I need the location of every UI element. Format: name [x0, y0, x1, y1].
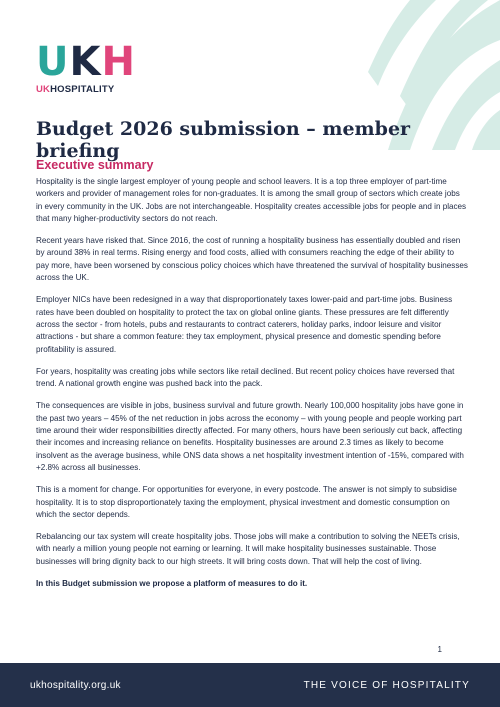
paragraph: This is a moment for change. For opportunities for everyone, in every postcode. The answer is not simply to subsidise hospitality. It is to stop disproportionately taxing the employment, physical investment and domestic consumption on which the sector depends.: [36, 485, 457, 519]
footer-website-link[interactable]: ukhospitality.org.uk: [30, 679, 121, 691]
logo-letter-u: U: [36, 39, 70, 85]
footer-tagline: THE VOICE OF HOSPITALITY: [303, 679, 470, 691]
logo-word-uk: UK: [36, 84, 51, 95]
paragraph: The consequences are visible in jobs, business survival and future growth. Nearly 100,000 hospitality jobs have gone in the past two years – 45% of the net reduction in jobs across the economy – with young people and people working part time around their wider responsibilities directly affected. For many others, hours have been seriously cut back, affecting their incomes and increasing reliance on benefits. Hospitality businesses are around 2.3 times as likely to become insolvent as the average business, while ONS data shows a net hospitality investment intention of -15%, compared with +2.8% across all businesses.: [36, 401, 464, 472]
paragraph: Recent years have risked that. Since 2016, the cost of running a hospitality business has essentially doubled and risen by around 38% in real terms. Rising energy and food costs, allied with consumers reaching the edge of their ability to pay more, have been worsened by conscious policy choices which have threatened the survival of hospitality businesses across the UK.: [36, 236, 468, 283]
logo-letter-k: K: [69, 39, 102, 85]
ukhospitality-logo: [36, 39, 136, 95]
paragraph: Rebalancing our tax system will create hospitality jobs. Those jobs will make a contribution to solving the NEETs crisis, with nearly a million young people not earning or learning. It will make hospitality businesses sustainable. Those businesses will bring dignity back to our high streets. It will bring costs down. That will help the cost of living.: [36, 532, 460, 566]
logo-mark: [36, 39, 136, 85]
paragraph: Employer NICs have been redesigned in a way that disproportionately taxes lower-paid and part-time jobs. Business rates have been doubled on hospitality to protect the tax on global online giants. These pressures are felt differently across the sector - from hotels, pubs and restaurants to contract caterers, holiday parks, indoor leisure and visitor attractions - but share a common feature: they tax employment, physical presence and domestic spending before profitability is assured.: [36, 295, 453, 354]
logo-word-hospitality: HOSPITALITY: [50, 84, 115, 95]
section-heading: Executive summary: [36, 158, 154, 172]
paragraph: For years, hospitality was creating jobs while sectors like retail declined. But recent policy choices have reversed that trend. A national growth engine was pushed back into the pack.: [36, 366, 455, 389]
paragraph: Hospitality is the single largest employer of young people and school leavers. It is a top three employer of part-time workers and provider of management roles for non-graduates. It is among the small group of sectors which create jobs in every community in the UK. Jobs are not interchangeable. Hospitality creates accessible jobs for people and in places that many higher-productivity sectors do not reach.: [36, 177, 467, 223]
logo-letter-h: H: [101, 39, 136, 85]
logo-wordmark: [36, 84, 136, 95]
page-title: Budget 2026 submission – member briefing: [36, 118, 411, 162]
footer-bar: [0, 663, 500, 707]
page-number: 1: [437, 645, 442, 654]
main-content: [36, 158, 468, 600]
closing-statement: In this Budget submission we propose a platform of measures to do it.: [36, 579, 308, 589]
